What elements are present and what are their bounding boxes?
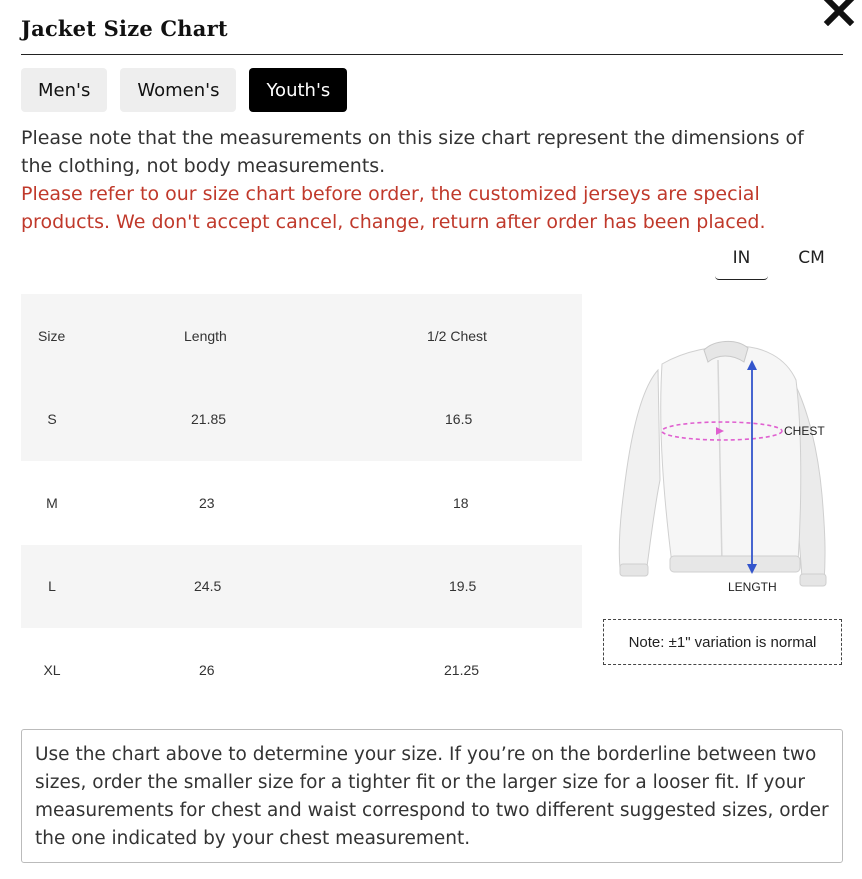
header-chest: 1/2 Chest [427,327,487,344]
cell-length: 23 [199,494,215,511]
notice-warning: Please refer to our size chart before order, the customized jerseys are special products. We don't accept cancel, change, return after order has been placed. [21,183,766,233]
close-button[interactable] [822,0,856,26]
size-table [21,294,582,712]
cell-size: L [48,578,56,595]
cell-size: XL [43,661,61,678]
jacket-illustration [606,330,836,600]
size-guide-text: Use the chart above to determine your size. If you’re on the borderline between two sizes, order the smaller size for a tighter fit or the larger size for a looser fit. If your measurements for chest and waist correspond to two different suggested sizes, order the one indicated by your chest measurement. [21,729,843,863]
unit-in-button[interactable]: IN [715,244,768,280]
gender-tabs [21,68,347,112]
cell-chest: 21.25 [444,661,480,678]
cell-chest: 16.5 [445,411,473,428]
table-row [21,545,582,629]
notice-info: Please note that the measurements on this size chart represent the dimensions of the clothing, not body measurements. [21,127,804,177]
header-length: Length [184,327,227,344]
table-row [21,628,582,712]
tab-youths[interactable]: Youth's [249,68,347,112]
table-row [21,461,582,545]
cell-size: S [47,411,57,428]
jacket-diagram [606,330,836,600]
variation-note: Note: ±1" variation is normal [603,619,842,665]
cell-length: 26 [199,661,215,678]
cell-chest: 19.5 [449,578,477,595]
unit-cm-button[interactable]: CM [798,248,825,268]
cell-length: 24.5 [194,578,222,595]
notice [21,124,836,236]
length-label: LENGTH [728,580,777,594]
tab-womens[interactable]: Women's [120,68,236,112]
close-icon [822,0,856,26]
table-header-row [21,294,582,378]
cell-length: 21.85 [191,411,227,428]
header-size: Size [38,327,66,344]
unit-toggle [715,244,838,280]
chest-label: CHEST [784,424,825,438]
cell-chest: 18 [453,494,469,511]
tab-mens[interactable]: Men's [21,68,107,112]
title-divider [21,54,843,55]
table-row [21,378,582,462]
cell-size: M [46,494,58,511]
page-title: Jacket Size Chart [21,16,228,41]
